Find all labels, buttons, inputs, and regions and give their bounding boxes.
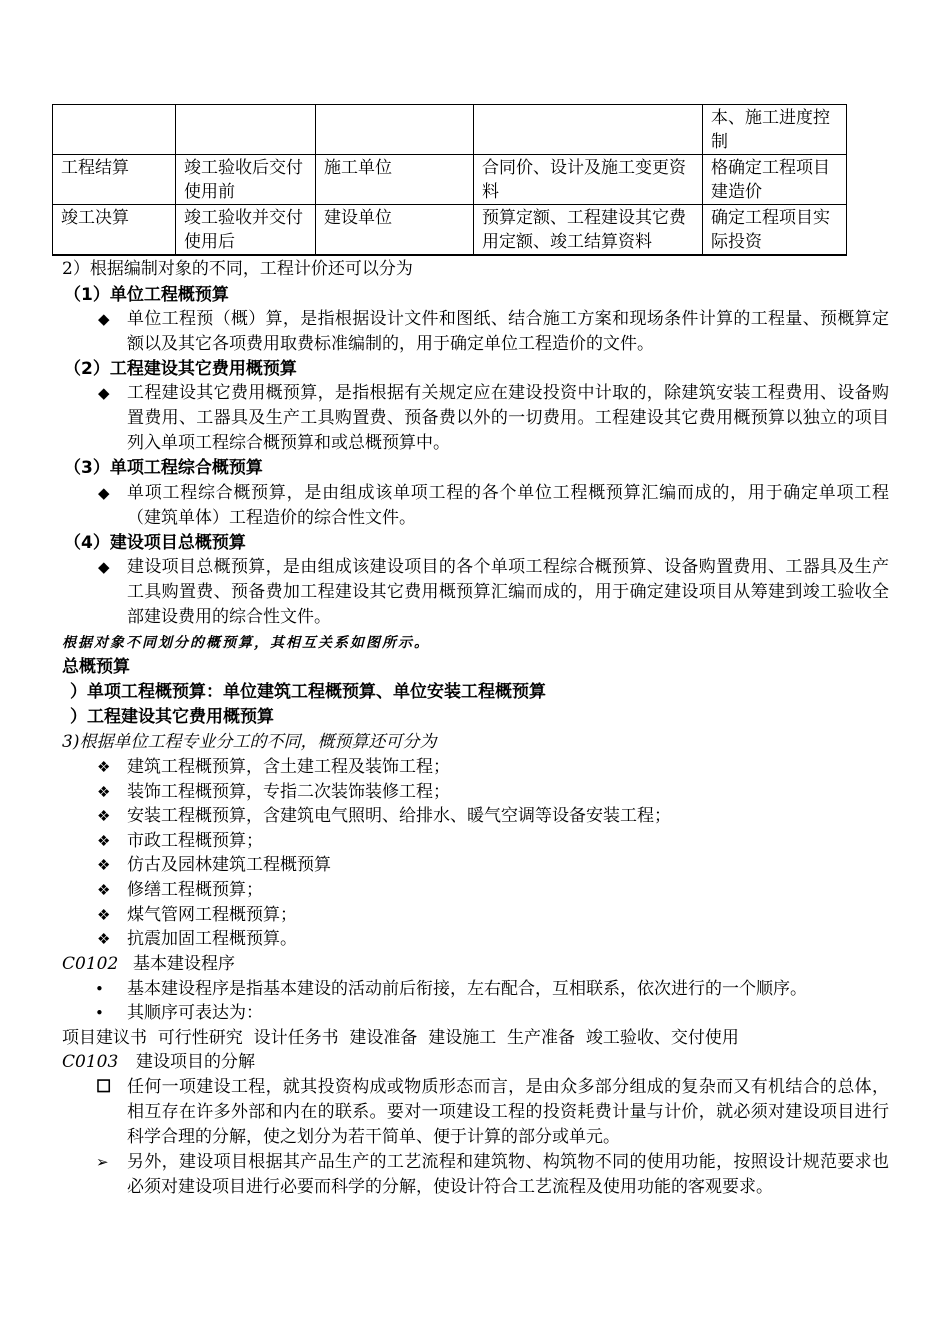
item-1-title: （1）单位工程概预算	[64, 285, 229, 305]
item-4-title: （4）建设项目总概预算	[64, 533, 246, 553]
section-3-heading: 3)根据单位工程专业分工的不同，概预算还可分为	[62, 732, 437, 752]
list-item: 修缮工程概预算；	[127, 880, 263, 900]
diamond-bullet-icon: ◆	[98, 484, 110, 502]
item-1-text: 单位工程预（概）算，是指根据设计文件和图纸、结合施工方案和现场条件计算的工程量、预概算定额以及其它各项费用取费标准编制的，用于确定单位工程造价的文件。	[127, 309, 889, 354]
sub-item-2: ）工程建设其它费用概预算	[70, 707, 274, 727]
dot-bullet-icon: •	[95, 980, 104, 998]
bullet-text: 其顺序可表达为：	[127, 1003, 263, 1023]
table-cell: 竣工验收后交付使用前	[176, 155, 316, 205]
item-2-title: （2）工程建设其它费用概预算	[64, 359, 297, 379]
item-2-text: 工程建设其它费用概预算，是指根据有关规定应在建设投资中计取的，除建筑安装工程费用、设备购置费用、工器具及生产工具购置费、预备费以外的一切费用。工程建设其它费用概预算以独立的项目列入单项工程综合概预算和或总概预算中。	[127, 383, 889, 453]
item-3-title: （3）单项工程综合概预算	[64, 458, 263, 478]
relation-note: 根据对象不同划分的概预算，其相互关系如图所示。	[62, 635, 430, 651]
diamond-bullet-icon: ❖	[97, 856, 111, 874]
table-cell	[53, 105, 176, 155]
diamond-bullet-icon: ❖	[97, 807, 111, 825]
diamond-bullet-icon: ◆	[98, 310, 110, 328]
table-row	[53, 155, 847, 205]
table-row	[53, 205, 847, 256]
total-estimate: 总概预算	[62, 657, 130, 677]
diamond-bullet-icon: ❖	[97, 881, 111, 899]
list-item: 建筑工程概预算，含土建工程及装饰工程；	[127, 757, 450, 777]
diamond-bullet-icon: ❖	[97, 783, 111, 801]
table-cell	[316, 105, 474, 155]
table-row	[53, 105, 847, 155]
arrow-bullet-icon: ➢	[96, 1153, 109, 1171]
section-2-heading: 2）根据编制对象的不同，工程计价还可以分为	[62, 259, 413, 279]
table-cell	[176, 105, 316, 155]
table-cell: 格确定工程项目建造价	[703, 155, 847, 205]
diamond-bullet-icon: ◆	[98, 384, 110, 402]
table-cell: 合同价、设计及施工变更资料	[474, 155, 703, 205]
list-item: 市政工程概预算；	[127, 831, 263, 851]
checkbox-bullet-icon: ☐	[96, 1077, 112, 1097]
table-cell: 本、施工进度控制	[703, 105, 847, 155]
diamond-bullet-icon: ❖	[97, 906, 111, 924]
table-cell: 确定工程项目实际投资	[703, 205, 847, 256]
sub-item-1: ）单项工程概预算：单位建筑工程概预算、单位安装工程概预算	[70, 682, 546, 702]
item-3-text: 单项工程综合概预算，是由组成该单项工程的各个单位工程概预算汇编而成的，用于确定单项工程（建筑单体）工程造价的综合性文件。	[127, 483, 889, 528]
section-code: C0103	[62, 1052, 119, 1072]
table-cell: 预算定额、工程建设其它费用定额、竣工结算资料	[474, 205, 703, 256]
diamond-bullet-icon: ◆	[98, 558, 110, 576]
cost-table	[52, 104, 847, 256]
diamond-bullet-icon: ❖	[97, 758, 111, 776]
paragraph-decomposition: 任何一项建设工程，就其投资构成或物质形态而言，是由众多部分组成的复杂而又有机结合的总体，相互存在许多外部和内在的联系。要对一项建设工程的投资耗费计量与计价，就必须对建设项目进行科学合理的分解，使之划分为若干简单、便于计算的部分或单元。	[127, 1077, 889, 1147]
table-cell: 工程结算	[53, 155, 176, 205]
section-code: C0102	[62, 954, 119, 974]
diamond-bullet-icon: ❖	[97, 930, 111, 948]
section-title: 基本建设程序	[133, 954, 235, 974]
table-cell: 竣工验收并交付使用后	[176, 205, 316, 256]
section-title: 建设项目的分解	[136, 1052, 255, 1072]
dot-bullet-icon: •	[95, 1004, 104, 1022]
table-cell: 竣工决算	[53, 205, 176, 256]
list-item: 仿古及园林建筑工程概预算	[127, 855, 331, 875]
bullet-text: 基本建设程序是指基本建设的活动前后衔接，左右配合，互相联系，依次进行的一个顺序。	[127, 979, 807, 999]
item-4-text: 建设项目总概预算，是由组成该建设项目的各个单项工程综合概预算、设备购置费用、工器具及生产工具购置费、预备费加工程建设其它费用概预算汇编而成的，用于确定建设项目从筹建到竣工验收全部建设费用的综合性文件。	[127, 557, 889, 627]
process-sequence: 项目建议书 可行性研究 设计任务书 建设准备 建设施工 生产准备 竣工验收、交付使用	[62, 1028, 739, 1048]
diamond-bullet-icon: ❖	[97, 832, 111, 850]
table-cell: 施工单位	[316, 155, 474, 205]
list-item: 煤气管网工程概预算；	[127, 905, 297, 925]
table-cell	[474, 105, 703, 155]
list-item: 抗震加固工程概预算。	[127, 929, 297, 949]
paragraph-additional: 另外，建设项目根据其产品生产的工艺流程和建筑物、构筑物不同的使用功能，按照设计规范要求也必须对建设项目进行必要而科学的分解，使设计符合工艺流程及使用功能的客观要求。	[127, 1152, 889, 1197]
list-item: 装饰工程概预算，专指二次装饰装修工程；	[127, 782, 450, 802]
table-cell: 建设单位	[316, 205, 474, 256]
list-item: 安装工程概预算，含建筑电气照明、给排水、暖气空调等设备安装工程；	[127, 806, 671, 826]
